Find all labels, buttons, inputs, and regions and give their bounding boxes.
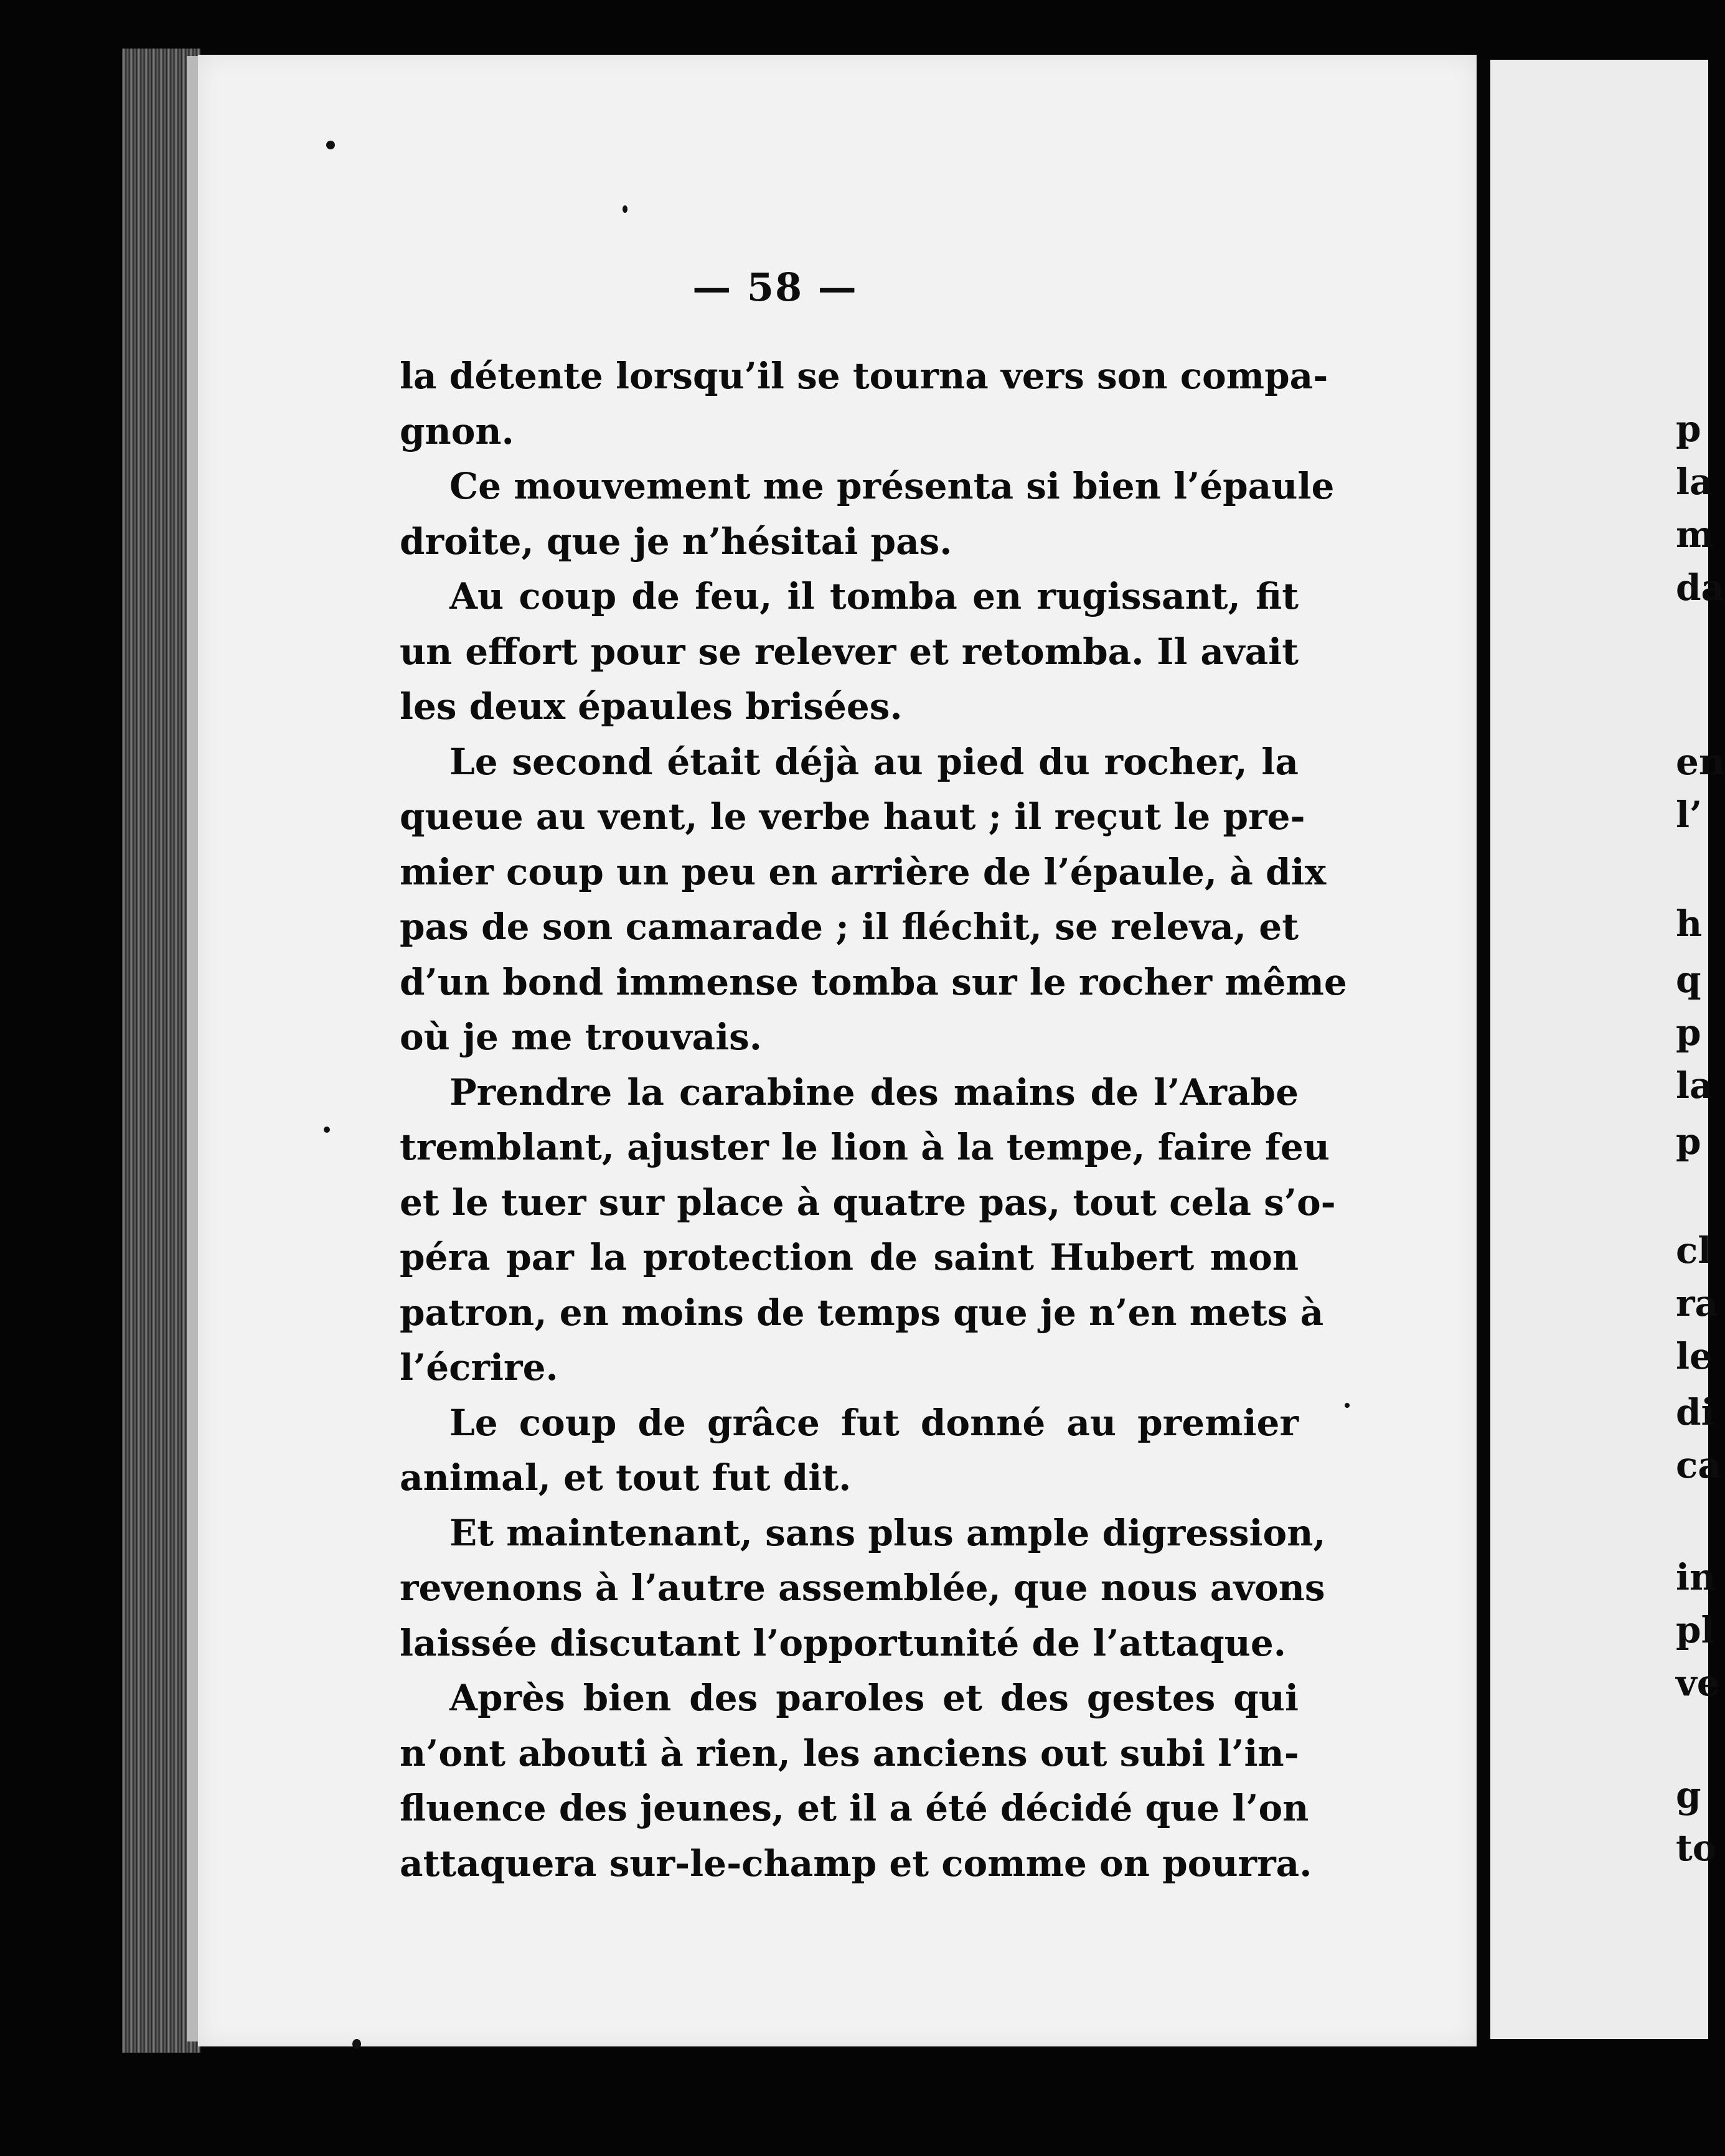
facing-page-fragment: la — [1676, 461, 1713, 503]
scan-speck — [623, 205, 627, 213]
text-line: mier coup un peu en arrière de l’épaule, à dix — [400, 850, 1327, 893]
facing-page-fragment: en — [1676, 741, 1725, 783]
text-line: d’un bond immense tomba sur le rocher même — [400, 960, 1347, 1003]
text-line: les deux épaules brisées. — [400, 685, 903, 728]
scan-speck — [326, 141, 335, 149]
facing-page-fragment: ra — [1676, 1282, 1719, 1324]
text-line: où je me trouvais. — [400, 1016, 762, 1058]
text-line: Et maintenant, sans plus ample digression, — [449, 1511, 1326, 1554]
facing-page-fragment: h — [1676, 902, 1703, 945]
text-line: et le tuer sur place à quatre pas, tout cela s’o- — [400, 1181, 1336, 1224]
facing-page-fragment: p — [1676, 408, 1701, 450]
text-line: l’écrire. — [400, 1346, 558, 1389]
text-line: revenons à l’autre assemblée, que nous avons — [400, 1567, 1325, 1609]
facing-page-fragment: l’ — [1676, 794, 1703, 836]
text-line: un effort pour se relever et retomba. Il avait — [400, 630, 1299, 673]
facing-page-fragment: p — [1676, 1011, 1701, 1054]
facing-page-fragment: cl — [1676, 1229, 1712, 1272]
body-text — [400, 349, 1347, 1885]
text-line: patron, en moins de temps que je n’en mets à — [400, 1291, 1324, 1334]
facing-page-fragment: g — [1676, 1774, 1701, 1816]
text-line: Prendre la carabine des mains de l’Arabe — [449, 1071, 1299, 1113]
facing-page-fragment: la — [1676, 1064, 1713, 1107]
text-line: queue au vent, le verbe haut ; il reçut le pre- — [400, 795, 1305, 838]
text-line: fluence des jeunes, et il a été décidé que l’on — [400, 1787, 1309, 1829]
facing-page-fragment: le — [1676, 1335, 1713, 1377]
facing-page-fragment: m — [1676, 513, 1714, 556]
text-line: attaquera sur-le-champ et comme on pourra. — [400, 1842, 1312, 1885]
text-line: Le coup de grâce fut donné au premier — [449, 1401, 1299, 1444]
scan-speck — [1345, 1403, 1350, 1408]
text-line: la détente lorsqu’il se tourna vers son compa- — [400, 355, 1328, 397]
facing-page-fragment: ve — [1676, 1662, 1720, 1704]
text-line: tremblant, ajuster le lion à la tempe, faire feu — [400, 1126, 1330, 1168]
facing-page-fragment: da — [1676, 566, 1725, 609]
text-line: Le second était déjà au pied du rocher, la — [449, 740, 1299, 783]
facing-page-fragment: q — [1676, 958, 1701, 1001]
text-line: laissée discutant l’opportunité de l’attaque. — [400, 1621, 1286, 1664]
scan-speck — [352, 2039, 361, 2049]
facing-page-fragment: pl — [1676, 1609, 1715, 1651]
text-line: pas de son camarade ; il fléchit, se releva, et — [400, 906, 1299, 948]
text-line: péra par la protection de saint Hubert mon — [400, 1236, 1299, 1278]
text-line: gnon. — [400, 410, 514, 452]
gutter-shadow — [1477, 60, 1490, 2039]
facing-page-fragment: di — [1676, 1391, 1715, 1433]
facing-page-fragment: in — [1676, 1556, 1716, 1598]
text-line: Après bien des paroles et des gestes qui — [449, 1677, 1299, 1719]
text-line: animal, et tout fut dit. — [400, 1456, 852, 1499]
facing-page-fragment: p — [1676, 1120, 1701, 1163]
scan-speck — [324, 1127, 330, 1133]
text-line: Ce mouvement me présenta si bien l’épaule — [449, 465, 1335, 507]
text-line: n’ont abouti à rien, les anciens out subi l’in- — [400, 1732, 1299, 1774]
facing-page-fragment: ca — [1676, 1444, 1721, 1486]
text-line: droite, que je n’hésitai pas. — [400, 520, 952, 563]
page-number: — 58 — — [692, 265, 858, 310]
facing-page-fragment: to — [1676, 1827, 1717, 1869]
text-line: Au coup de feu, il tomba en rugissant, fit — [449, 575, 1299, 617]
